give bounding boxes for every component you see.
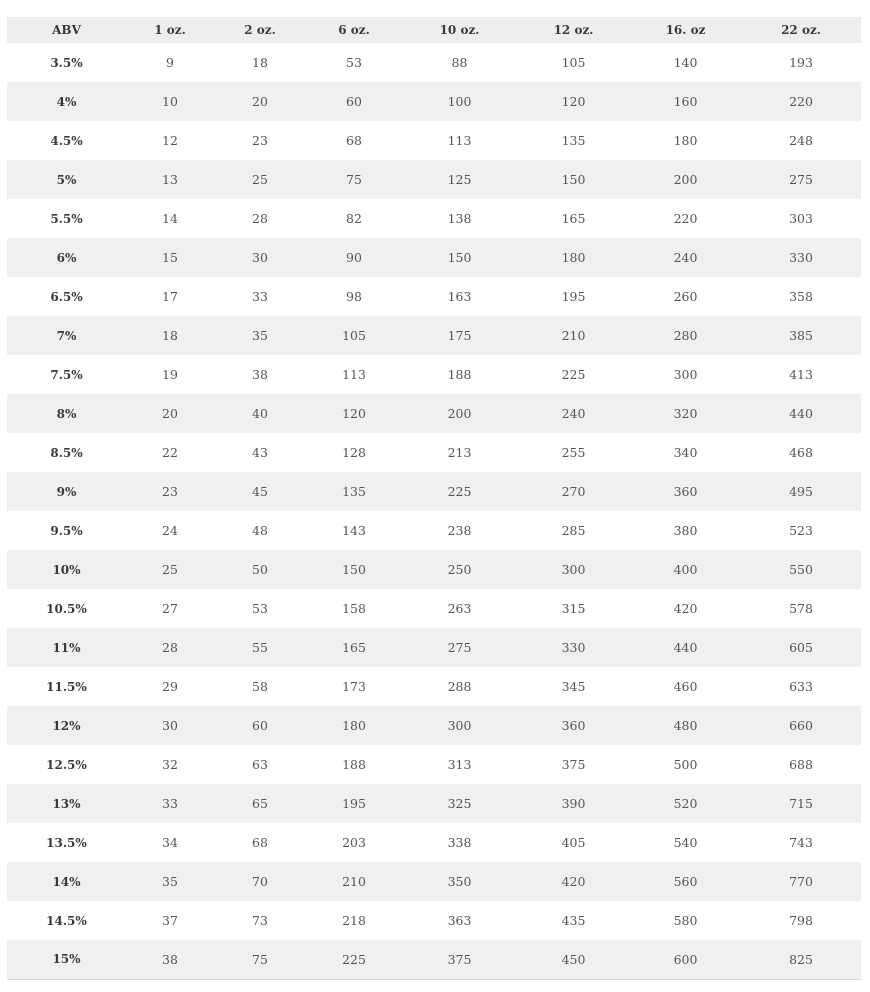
calorie-cell: 29 <box>162 679 178 694</box>
calorie-cell: 55 <box>252 640 268 655</box>
calorie-cell: 32 <box>162 757 178 772</box>
calorie-cell: 220 <box>673 211 698 226</box>
abv-cell: 8.5% <box>50 445 83 460</box>
calorie-cell: 270 <box>561 484 586 499</box>
abv-cell: 11.5% <box>46 679 87 694</box>
calorie-cell: 75 <box>346 172 362 187</box>
table-row <box>7 511 861 550</box>
calorie-cell: 325 <box>447 796 472 811</box>
header-row <box>7 17 861 43</box>
calorie-cell: 98 <box>346 289 362 304</box>
calorie-cell: 300 <box>447 718 472 733</box>
abv-cell: 12.5% <box>46 757 87 772</box>
calorie-cell: 523 <box>789 523 813 538</box>
abv-cell: 5% <box>56 172 77 187</box>
calorie-cell: 550 <box>789 562 813 577</box>
header-abv: ABV <box>52 23 81 37</box>
calorie-cell: 200 <box>673 172 698 187</box>
header-serving-size: 10 oz. <box>439 23 480 37</box>
abv-cell: 6% <box>56 250 77 265</box>
calorie-cell: 30 <box>252 250 268 265</box>
calorie-cell: 173 <box>342 679 366 694</box>
calorie-cell: 250 <box>447 562 472 577</box>
calorie-cell: 363 <box>447 913 472 928</box>
calorie-cell: 125 <box>447 172 472 187</box>
calorie-cell: 150 <box>342 562 366 577</box>
calorie-cell: 420 <box>561 874 586 889</box>
calorie-cell: 195 <box>342 796 366 811</box>
calorie-cell: 480 <box>673 718 698 733</box>
calorie-cell: 313 <box>447 757 472 772</box>
calorie-cell: 65 <box>252 796 268 811</box>
calorie-cell: 20 <box>252 94 268 109</box>
calorie-cell: 25 <box>162 562 178 577</box>
calorie-cell: 20 <box>162 406 178 421</box>
abv-cell: 3.5% <box>50 55 83 70</box>
calorie-cell: 53 <box>346 55 362 70</box>
table-row <box>7 862 861 901</box>
calorie-cell: 60 <box>346 94 362 109</box>
calorie-cell: 18 <box>162 328 178 343</box>
calorie-cell: 82 <box>346 211 362 226</box>
calorie-cell: 68 <box>346 133 362 148</box>
calorie-cell: 113 <box>342 367 366 382</box>
calorie-cell: 120 <box>342 406 366 421</box>
abv-calorie-table-container <box>7 17 861 980</box>
calorie-cell: 40 <box>252 406 268 421</box>
calorie-cell: 10 <box>162 94 178 109</box>
calorie-cell: 28 <box>162 640 178 655</box>
calorie-cell: 165 <box>342 640 366 655</box>
abv-cell: 10.5% <box>46 601 87 616</box>
calorie-cell: 70 <box>252 874 268 889</box>
calorie-cell: 358 <box>789 289 813 304</box>
calorie-cell: 90 <box>346 250 362 265</box>
calorie-cell: 400 <box>673 562 698 577</box>
calorie-cell: 240 <box>561 406 586 421</box>
calorie-cell: 225 <box>447 484 472 499</box>
calorie-cell: 263 <box>447 601 472 616</box>
calorie-cell: 520 <box>673 796 698 811</box>
calorie-cell: 143 <box>342 523 366 538</box>
calorie-cell: 320 <box>673 406 698 421</box>
calorie-cell: 210 <box>561 328 586 343</box>
calorie-cell: 360 <box>561 718 586 733</box>
calorie-cell: 405 <box>561 835 586 850</box>
calorie-cell: 200 <box>447 406 472 421</box>
table-row <box>7 277 861 316</box>
table-row <box>7 433 861 472</box>
table-row <box>7 784 861 823</box>
calorie-cell: 9 <box>166 55 174 70</box>
calorie-cell: 825 <box>741 940 861 979</box>
calorie-cell: 413 <box>789 367 813 382</box>
header-serving-size: 2 oz. <box>244 23 276 37</box>
table-row <box>7 745 861 784</box>
abv-cell: 9.5% <box>50 523 83 538</box>
calorie-cell: 30 <box>162 718 178 733</box>
calorie-cell: 135 <box>342 484 366 499</box>
calorie-cell: 35 <box>252 328 268 343</box>
calorie-cell: 135 <box>561 133 586 148</box>
abv-cell: 13.5% <box>46 835 87 850</box>
calorie-cell: 715 <box>789 796 813 811</box>
table-row <box>7 160 861 199</box>
calorie-cell: 225 <box>561 367 586 382</box>
table-row <box>7 316 861 355</box>
abv-cell: 4% <box>56 94 77 109</box>
calorie-cell: 285 <box>561 523 586 538</box>
calorie-cell: 420 <box>673 601 698 616</box>
calorie-cell: 158 <box>342 601 366 616</box>
calorie-cell: 150 <box>447 250 472 265</box>
calorie-cell: 375 <box>402 940 517 979</box>
abv-cell: 5.5% <box>50 211 83 226</box>
calorie-cell: 63 <box>252 757 268 772</box>
calorie-cell: 163 <box>447 289 472 304</box>
table-row <box>7 667 861 706</box>
calorie-cell: 660 <box>789 718 813 733</box>
calorie-cell: 560 <box>673 874 698 889</box>
calorie-cell: 220 <box>789 94 813 109</box>
calorie-cell: 255 <box>561 445 586 460</box>
calorie-cell: 188 <box>342 757 366 772</box>
header-serving-size: 16. oz <box>665 23 706 37</box>
table-body <box>7 43 861 979</box>
calorie-cell: 688 <box>789 757 813 772</box>
abv-cell: 14.5% <box>46 913 87 928</box>
calorie-cell: 770 <box>789 874 813 889</box>
calorie-cell: 578 <box>789 601 813 616</box>
calorie-cell: 330 <box>561 640 586 655</box>
table-row <box>7 394 861 433</box>
calorie-cell: 450 <box>517 940 630 979</box>
calorie-cell: 23 <box>252 133 268 148</box>
calorie-cell: 105 <box>561 55 586 70</box>
calorie-cell: 193 <box>789 55 813 70</box>
calorie-cell: 12 <box>162 133 178 148</box>
calorie-cell: 288 <box>447 679 472 694</box>
calorie-cell: 43 <box>252 445 268 460</box>
abv-cell: 11% <box>52 640 81 655</box>
calorie-cell: 48 <box>252 523 268 538</box>
calorie-cell: 58 <box>252 679 268 694</box>
table-row <box>7 589 861 628</box>
calorie-cell: 633 <box>789 679 813 694</box>
calorie-cell: 345 <box>561 679 586 694</box>
calorie-cell: 138 <box>447 211 472 226</box>
calorie-cell: 468 <box>789 445 813 460</box>
table-row <box>7 238 861 277</box>
calorie-cell: 798 <box>789 913 813 928</box>
calorie-cell: 213 <box>447 445 472 460</box>
calorie-cell: 53 <box>252 601 268 616</box>
table-row <box>7 355 861 394</box>
calorie-cell: 500 <box>673 757 698 772</box>
calorie-cell: 60 <box>252 718 268 733</box>
calorie-cell: 73 <box>252 913 268 928</box>
table-row <box>7 472 861 511</box>
header-serving-size: 6 oz. <box>338 23 370 37</box>
calorie-cell: 248 <box>789 133 813 148</box>
calorie-cell: 600 <box>630 940 741 979</box>
calorie-cell: 540 <box>673 835 698 850</box>
abv-cell: 15% <box>7 940 126 979</box>
calorie-cell: 33 <box>162 796 178 811</box>
calorie-cell: 303 <box>789 211 813 226</box>
calorie-cell: 38 <box>126 940 214 979</box>
table-row <box>7 121 861 160</box>
calorie-cell: 14 <box>162 211 178 226</box>
abv-cell: 8% <box>56 406 77 421</box>
calorie-cell: 33 <box>252 289 268 304</box>
abv-cell: 12% <box>52 718 81 733</box>
calorie-cell: 495 <box>789 484 813 499</box>
calorie-cell: 225 <box>306 940 402 979</box>
calorie-cell: 375 <box>561 757 586 772</box>
calorie-cell: 238 <box>447 523 472 538</box>
table-row <box>7 43 861 82</box>
calorie-cell: 34 <box>162 835 178 850</box>
abv-calorie-table <box>7 17 861 980</box>
calorie-cell: 743 <box>789 835 813 850</box>
calorie-cell: 100 <box>447 94 472 109</box>
table-row <box>7 82 861 121</box>
calorie-cell: 18 <box>252 55 268 70</box>
abv-cell: 10% <box>52 562 81 577</box>
calorie-cell: 315 <box>561 601 586 616</box>
calorie-cell: 435 <box>561 913 586 928</box>
table-row <box>7 199 861 238</box>
calorie-cell: 338 <box>447 835 472 850</box>
calorie-cell: 300 <box>673 367 698 382</box>
abv-cell: 7.5% <box>50 367 83 382</box>
calorie-cell: 175 <box>447 328 472 343</box>
calorie-cell: 275 <box>447 640 472 655</box>
calorie-cell: 275 <box>789 172 813 187</box>
table-row <box>7 550 861 589</box>
calorie-cell: 13 <box>162 172 178 187</box>
calorie-cell: 385 <box>789 328 813 343</box>
calorie-cell: 27 <box>162 601 178 616</box>
abv-cell: 6.5% <box>50 289 83 304</box>
calorie-cell: 180 <box>561 250 586 265</box>
abv-cell: 7% <box>56 328 77 343</box>
table-row <box>7 706 861 745</box>
calorie-cell: 140 <box>673 55 698 70</box>
calorie-cell: 380 <box>673 523 698 538</box>
calorie-cell: 28 <box>252 211 268 226</box>
abv-cell: 9% <box>56 484 77 499</box>
calorie-cell: 195 <box>561 289 586 304</box>
calorie-cell: 440 <box>789 406 813 421</box>
calorie-cell: 15 <box>162 250 178 265</box>
calorie-cell: 260 <box>673 289 698 304</box>
calorie-cell: 460 <box>673 679 698 694</box>
calorie-cell: 300 <box>561 562 586 577</box>
calorie-cell: 350 <box>447 874 472 889</box>
table-header <box>7 17 861 43</box>
calorie-cell: 105 <box>342 328 366 343</box>
calorie-cell: 88 <box>451 55 468 70</box>
calorie-cell: 35 <box>162 874 178 889</box>
calorie-cell: 160 <box>673 94 698 109</box>
calorie-cell: 113 <box>447 133 472 148</box>
header-serving-size: 1 oz. <box>154 23 186 37</box>
calorie-cell: 340 <box>673 445 698 460</box>
calorie-cell: 580 <box>673 913 698 928</box>
calorie-cell: 180 <box>342 718 366 733</box>
table-row <box>7 901 861 940</box>
calorie-cell: 218 <box>342 913 366 928</box>
calorie-cell: 330 <box>789 250 813 265</box>
abv-cell: 14% <box>52 874 81 889</box>
abv-cell: 4.5% <box>50 133 83 148</box>
calorie-cell: 360 <box>673 484 698 499</box>
calorie-cell: 440 <box>673 640 698 655</box>
calorie-cell: 19 <box>162 367 178 382</box>
calorie-cell: 25 <box>252 172 268 187</box>
calorie-cell: 120 <box>561 94 586 109</box>
calorie-cell: 203 <box>342 835 366 850</box>
calorie-cell: 17 <box>162 289 178 304</box>
calorie-cell: 22 <box>162 445 178 460</box>
calorie-cell: 605 <box>789 640 813 655</box>
calorie-cell: 37 <box>162 913 178 928</box>
table-row <box>7 940 861 979</box>
calorie-cell: 150 <box>561 172 586 187</box>
calorie-cell: 23 <box>162 484 178 499</box>
abv-cell: 13% <box>52 796 81 811</box>
calorie-cell: 165 <box>561 211 586 226</box>
table-row <box>7 823 861 862</box>
header-serving-size: 22 oz. <box>781 23 821 37</box>
table-row <box>7 628 861 667</box>
calorie-cell: 128 <box>342 445 366 460</box>
calorie-cell: 210 <box>342 874 366 889</box>
calorie-cell: 45 <box>252 484 268 499</box>
calorie-cell: 280 <box>673 328 698 343</box>
calorie-cell: 50 <box>252 562 268 577</box>
calorie-cell: 188 <box>447 367 472 382</box>
calorie-cell: 38 <box>252 367 268 382</box>
calorie-cell: 24 <box>162 523 178 538</box>
calorie-cell: 180 <box>673 133 698 148</box>
calorie-cell: 75 <box>214 940 306 979</box>
header-serving-size: 12 oz. <box>553 23 594 37</box>
calorie-cell: 68 <box>252 835 268 850</box>
calorie-cell: 240 <box>673 250 698 265</box>
calorie-cell: 390 <box>561 796 586 811</box>
